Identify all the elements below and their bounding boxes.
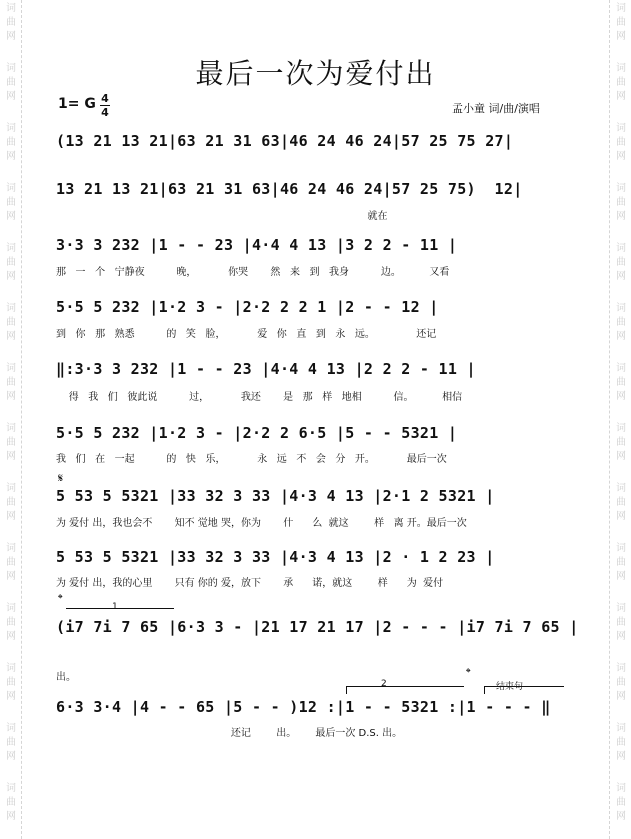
watermark-right-9: 词 曲 网 (616, 543, 626, 582)
lyric-line-7: 为 爱付 出，我也会不 知不 觉地 哭，你为 什 么 就这 样 离 开。最后一次 (56, 518, 467, 529)
watermark-right-4: 词 曲 网 (616, 243, 626, 282)
watermark-left-2: 词 曲 网 (6, 123, 16, 162)
watermark-right-7: 词 曲 网 (616, 423, 626, 462)
song-credit: 孟小童 词/曲/演唱 (452, 102, 540, 115)
first-ending-bracket (66, 608, 174, 609)
ending-tick (484, 686, 485, 694)
watermark-right-13: 词 曲 网 (616, 783, 626, 822)
watermark-left-7: 词 曲 网 (6, 423, 16, 462)
time-signature (100, 93, 110, 118)
watermark-left-0: 词 曲 网 (6, 3, 16, 42)
second-ending-tick (346, 686, 347, 694)
lyric-line-6: 我 们 在 一起 的 快 乐， 永 远 不 会 分 开。 最后一次 (56, 454, 447, 465)
segno-sign: 𝄋 (58, 471, 64, 485)
score-line-9: (i7 7i 7 65 |6·3 3 - |21 17 21 17 |2 - - - |i7 7i 7 65 | (56, 618, 579, 636)
score-line-4: 5·5 5 232 |1·2 3 - |2·2 2 2 1 |2 - - 12 | (56, 298, 439, 316)
watermark-right-11: 词 曲 网 (616, 663, 626, 702)
watermark-right-12: 词 曲 网 (616, 723, 626, 762)
watermark-left-9: 词 曲 网 (6, 543, 16, 582)
watermark-right-10: 词 曲 网 (616, 603, 626, 642)
watermark-right-1: 词 曲 网 (616, 63, 626, 102)
watermark-left-1: 词 曲 网 (6, 63, 16, 102)
lyric-line-2: 就在 (56, 211, 388, 222)
right-watermark-column (609, 0, 631, 839)
time-signature-top: 4 (101, 92, 109, 105)
watermark-left-11: 词 曲 网 (6, 663, 16, 702)
watermark-left-10: 词 曲 网 (6, 603, 16, 642)
lyric-line-10: 还记 出。 最后一次 D.S. 出。 (56, 728, 403, 739)
watermark-right-8: 词 曲 网 (616, 483, 626, 522)
watermark-left-13: 词 曲 网 (6, 783, 16, 822)
coda-sign: 𝄌 (58, 592, 63, 607)
lyric-line-9: 出。 (56, 672, 76, 683)
second-ending-bracket (346, 686, 464, 687)
key-signature: 1= G (58, 96, 96, 112)
score-line-6: 5·5 5 232 |1·2 3 - |2·2 2 6·5 |5 - - 5321 | (56, 424, 458, 442)
score-line-3: 3·3 3 232 |1 - - 23 |4·4 4 13 |3 2 2 - 11 | (56, 236, 458, 254)
lyric-line-5: 得 我 们 彼此说 过， 我还 是 那 样 地相 信。 相信 (56, 392, 463, 403)
score-line-10: 6·3 3·4 |4 - - 65 |5 - - )12 :|1 - - 5321 :|1 - - - ‖ (56, 698, 551, 716)
lyric-line-4: 到 你 那 熟悉 的 笑 脸， 爱 你 直 到 永 远。 还记 (56, 329, 437, 340)
watermark-left-3: 词 曲 网 (6, 183, 16, 222)
watermark-left-12: 词 曲 网 (6, 723, 16, 762)
score-line-2: 13 21 13 21|63 21 31 63|46 24 46 24|57 25 75) 12| (56, 180, 523, 198)
coda-sign-2: 𝄌 (466, 666, 471, 681)
ending-label: 结束句 (496, 682, 524, 692)
watermark-left-4: 词 曲 网 (6, 243, 16, 282)
left-watermark-column (0, 0, 22, 839)
song-title: 最后一次为爱付出 (195, 57, 436, 90)
second-ending-label: 2 (381, 679, 387, 689)
score-line-5: ‖:3·3 3 232 |1 - - 23 |4·4 4 13 |2 2 2 - 11 | (56, 360, 476, 378)
time-signature-bottom: 4 (101, 106, 109, 119)
score-line-8: 5 53 5 5321 |33 32 3 33 |4·3 4 13 |2 · 1 2 23 | (56, 548, 495, 566)
watermark-left-5: 词 曲 网 (6, 303, 16, 342)
watermark-right-5: 词 曲 网 (616, 303, 626, 342)
watermark-right-6: 词 曲 网 (616, 363, 626, 402)
watermark-left-8: 词 曲 网 (6, 483, 16, 522)
score-line-7: 5 53 5 5321 |33 32 3 33 |4·3 4 13 |2·1 2 5321 | (56, 487, 495, 505)
watermark-right-3: 词 曲 网 (616, 183, 626, 222)
watermark-left-6: 词 曲 网 (6, 363, 16, 402)
watermark-right-0: 词 曲 网 (616, 3, 626, 42)
first-ending-label: 1 (112, 602, 118, 612)
lyric-line-8: 为 爱付 出，我的心里 只有 你的 爱，放下 承 诺，就这 样 为 爱付 (56, 578, 444, 589)
watermark-right-2: 词 曲 网 (616, 123, 626, 162)
score-line-1: (13 21 13 21|63 21 31 63|46 24 46 24|57 25 75 27| (56, 132, 514, 150)
lyric-line-3: 那 一 个 宁静夜 晚， 你哭 然 来 到 我身 边。 又看 (56, 267, 450, 278)
